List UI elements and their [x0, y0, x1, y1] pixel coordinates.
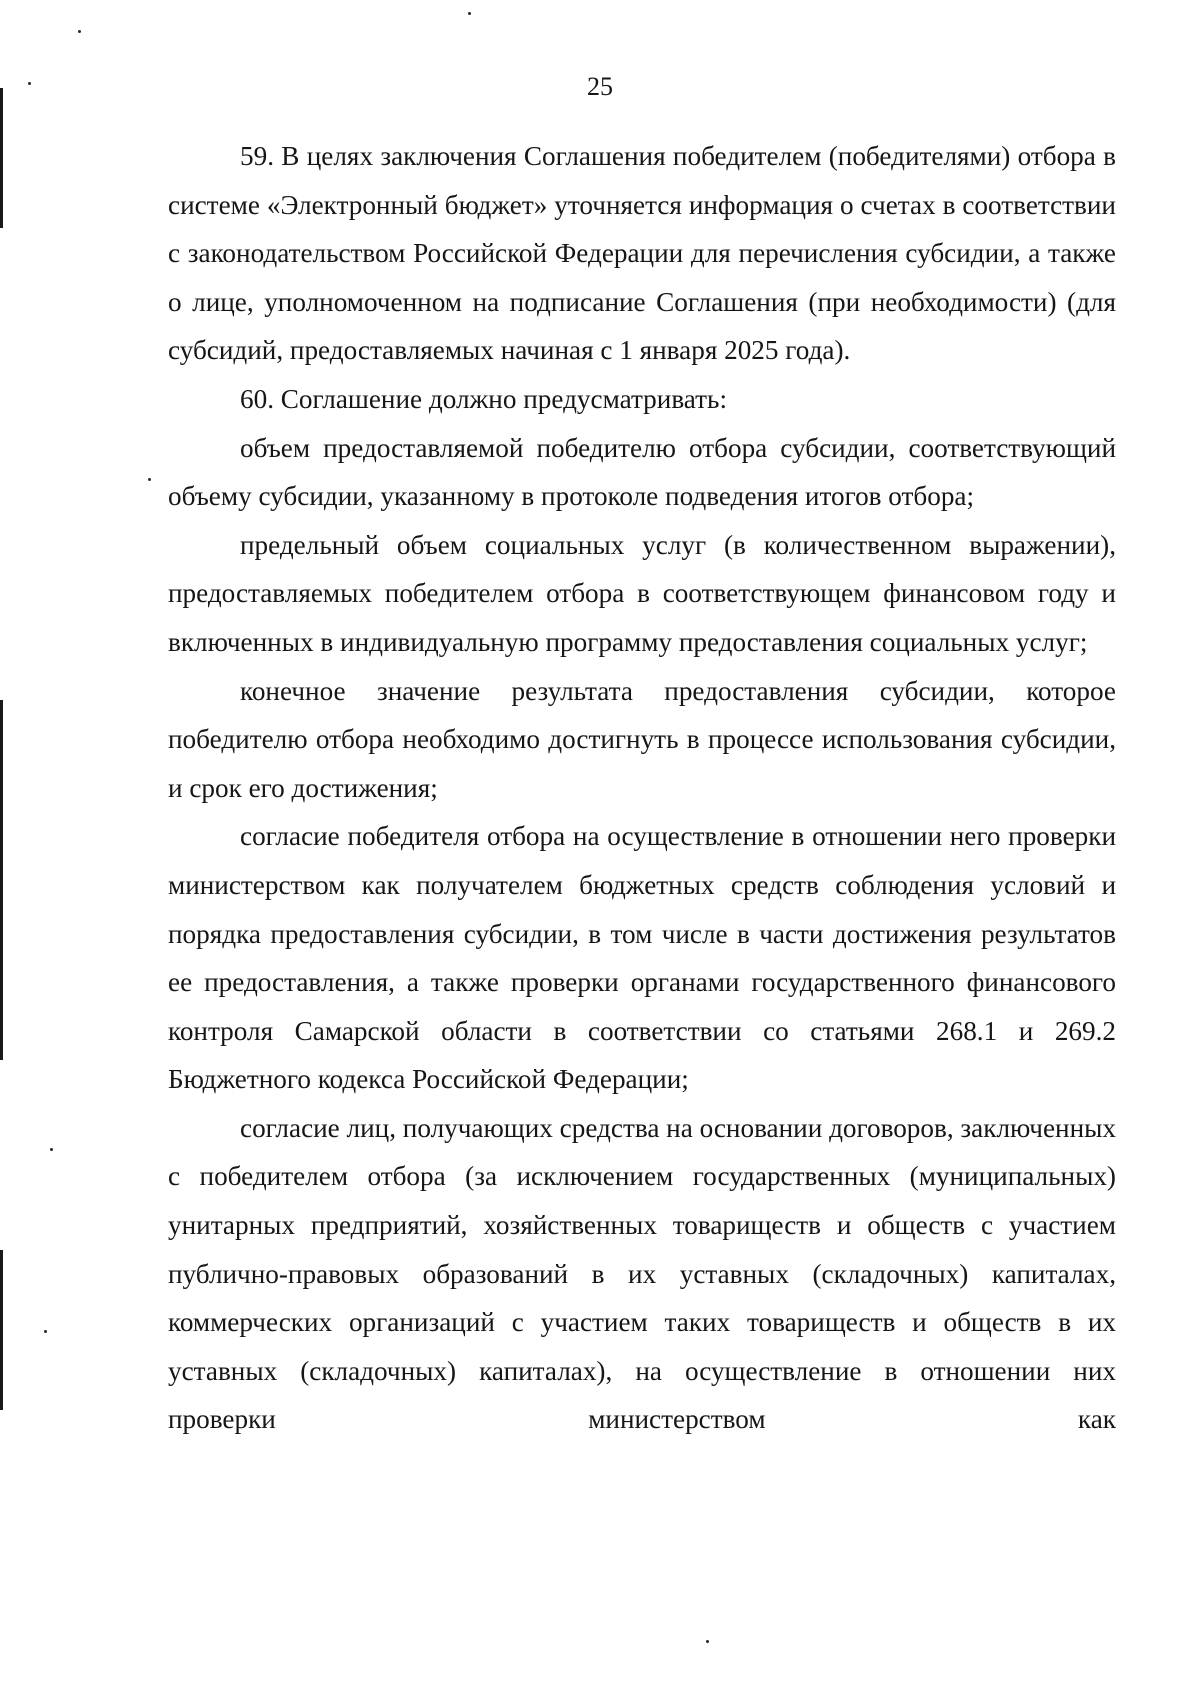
paragraph-60-heading: 60. Соглашение должно предусматривать:: [240, 383, 727, 414]
paragraph-59: 59. В целях заключения Соглашения победителем (победителями) отбора в системе «Электронный бюджет» уточняется информация о счетах в соответствии с законодательством Российской Федерации для перечисления субсидии, а также о лице, уполномоченном на подписание Соглашения (при необходимости) (для субсидий, предоставляемых начиная с 1 января 2025 года).: [168, 141, 1116, 366]
scan-edge-mark: [0, 700, 3, 1060]
scan-speck: [148, 478, 151, 481]
paragraph-services-limit: предельный объем социальных услуг (в количественном выражении), предоставляемых победителем отбора в соответствующем финансовом году и включенных в индивидуальную программу предоставления социальных услуг;: [168, 529, 1116, 657]
body-text: [168, 132, 1116, 1444]
scan-speck: [468, 12, 471, 15]
scan-edge-mark: [0, 1250, 3, 1410]
scan-speck: [78, 30, 81, 33]
scan-edge-mark: [0, 88, 3, 228]
scan-speck: [50, 1148, 53, 1151]
scan-speck: [44, 1330, 47, 1333]
paragraph-subsidy-volume: объем предоставляемой победителю отбора субсидии, соответствующий объему субсидии, указанному в протоколе подведения итогов отбора;: [168, 432, 1116, 512]
paragraph-result-value: конечное значение результата предоставления субсидии, которое победителю отбора необходимо достигнуть в процессе использования субсидии, и срок его достижения;: [168, 675, 1116, 803]
scan-speck: [706, 1640, 709, 1643]
page-number: 25: [587, 72, 613, 101]
paragraph-persons-consent: согласие лиц, получающих средства на основании договоров, заключенных с победителем отбора (за исключением государственных (муниципальных) унитарных предприятий, хозяйственных товариществ и обществ с участием публично-правовых образований в их уставных (складочных) капиталах, коммерческих организаций с участием таких товариществ и обществ в их уставных (складочных) капиталах), на осуществление в отношении них проверки министерством как: [168, 1112, 1116, 1435]
paragraph-winner-consent: согласие победителя отбора на осуществление в отношении него проверки министерством как получателем бюджетных средств соблюдения условий и порядка предоставления субсидии, в том числе в части достижения результатов ее предоставления, а также проверки органами государственного финансового контроля Самарской области в соответствии со статьями 268.1 и 269.2 Бюджетного кодекса Российской Федерации;: [168, 821, 1116, 1095]
